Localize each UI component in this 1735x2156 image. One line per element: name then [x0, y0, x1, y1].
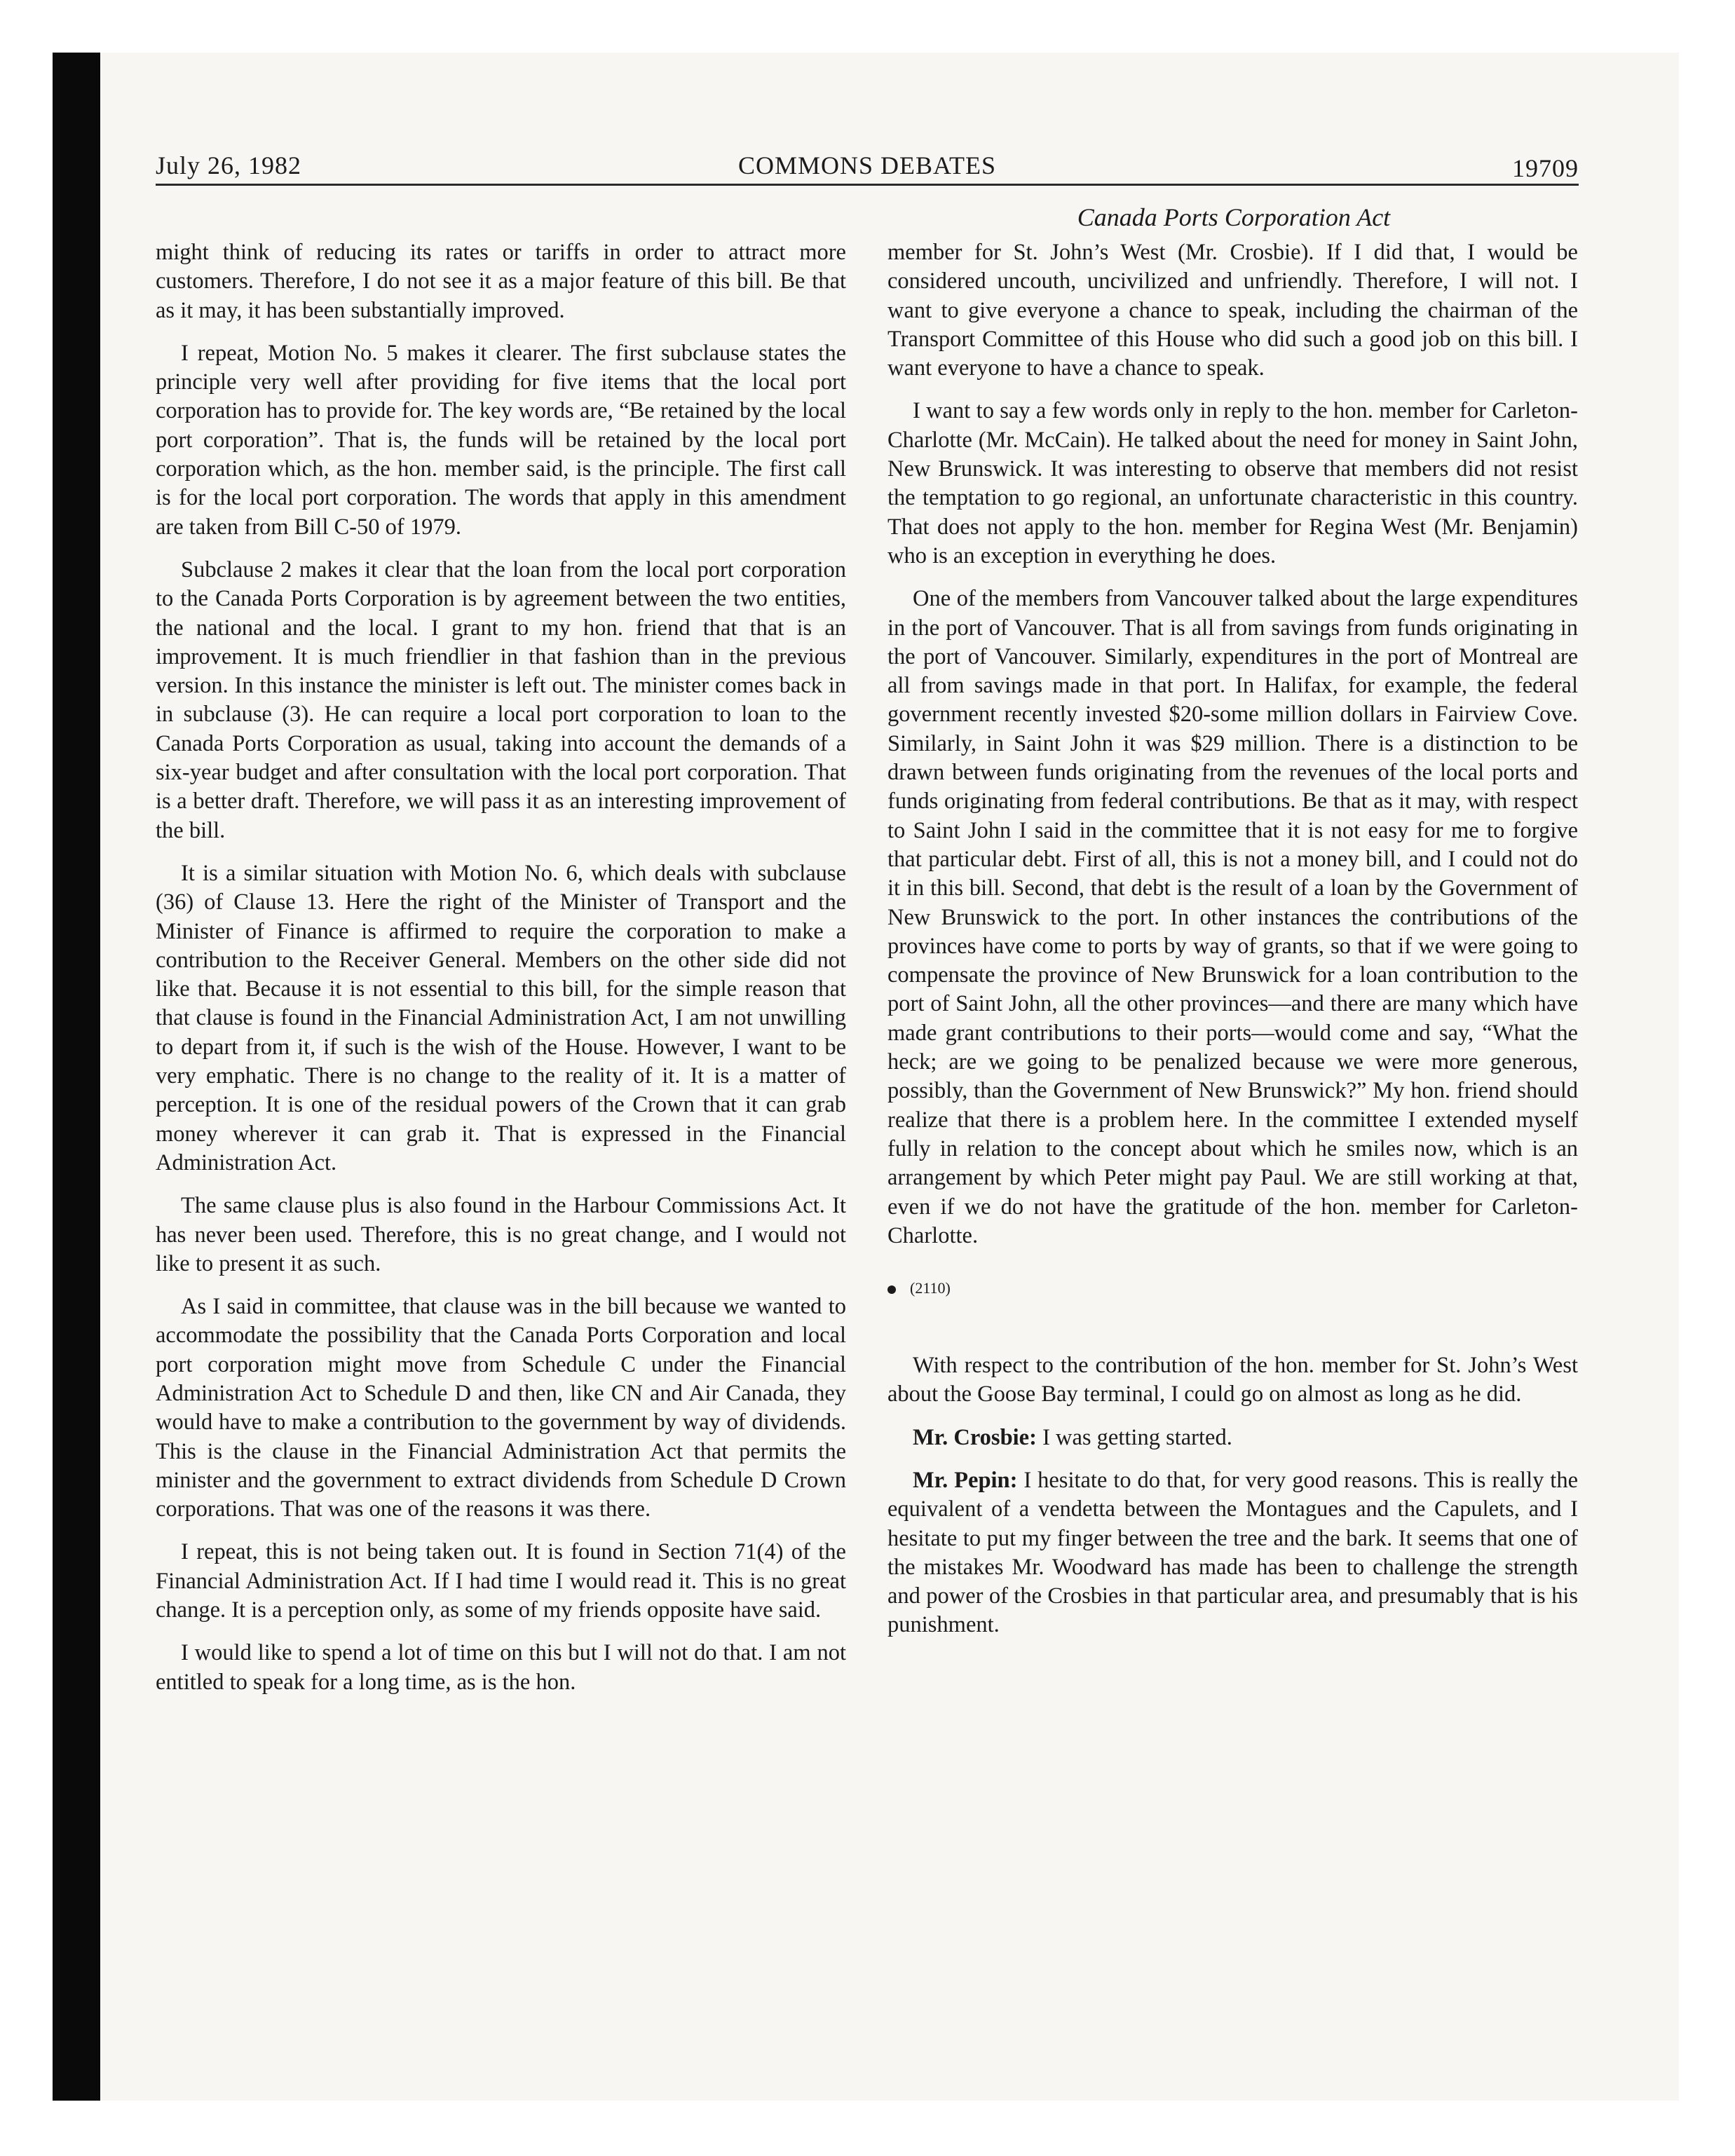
paragraph: member for St. John’s West (Mr. Crosbie). If I did that, I would be considered uncouth, uncivilized and unfriendly. Therefore, I will not. I want to give everyone a chance to speak, including the chairman of the Transport Committee of this House who did such a good job on this bill. I want everyone to have a chance to speak.: [887, 240, 1578, 381]
paragraph: I want to say a few words only in reply to the hon. member for Carleton-Charlotte (Mr. McCain). He talked about the need for money in Saint John, New Brunswick. It was interesting to observe that members did not resist the temptation to go regional, an unfortunate characteristic in this country. That does not apply to the hon. member for Regina West (Mr. Benjamin) who is an exception in everything he does.: [887, 398, 1578, 568]
header-rule: [156, 184, 1579, 186]
header-publication: COMMONS DEBATES: [737, 151, 997, 179]
speech: [887, 1466, 1578, 1640]
speaker-name: Mr. Crosbie:: [913, 1424, 1037, 1450]
page-header: [156, 146, 1579, 185]
paragraph: I repeat, Motion No. 5 makes it clearer. The first subclause states the principle very well after providing for five items that the local port corporation has to provide for. The key words are, “Be retained by the local port corporation”. That is, the funds will be retained by the local port corporation which, as the hon. member said, is the principle. The first call is for the local port corporation. The words that apply in this amendment are taken from Bill C-50 of 1979.: [156, 340, 846, 540]
paragraph: Subclause 2 makes it clear that the loan from the local port corporation to the Canada Ports Corporation is by agreement between the two entities, the national and the local. I grant to my hon. friend that that is an improvement. It is much friendlier in that fashion than in the previous version. In this instance the minister is left out. The minister comes back in in subclause (3). He can require a local port corporation to loan to the Canada Ports Corporation as usual, taking into account the demands of a six-year budget and after consultation with the local port corporation. That is a better draft. Therefore, we will pass it as an interesting improvement of the bill.: [156, 557, 846, 843]
paragraph: I would like to spend a lot of time on this but I will not do that. I am not entitled to speak for a long time, as is the hon.: [156, 1640, 846, 1695]
speaker-name: Mr. Pepin:: [913, 1467, 1018, 1493]
paragraph: might think of reducing its rates or tariffs in order to attract more customers. Therefore, I do not see it as a major feature of this bill. Be that as it may, it has been substantially improved.: [156, 240, 846, 323]
timestamp-text: (2110): [910, 1279, 951, 1297]
paragraph: One of the members from Vancouver talked about the large expenditures in the port of Vancouver. That is all from savings from funds originating in the port of Vancouver. Similarly, expenditures in the port of Montreal are all from savings made in that port. In Halifax, for example, the federal government recently invested $20-some million dollars in Fairview Cove. Similarly, in Saint John it was $29 million. There is a distinction to be drawn between funds originating from the revenues of the local ports and funds originating from federal contributions. Be that as it may, with respect to Saint John I said in the committee that it is not easy for me to forgive that particular debt. First of all, this is not a money bill, and I could not do it in this bill. Second, that debt is the result of a loan by the Government of New Brunswick to the port. In other instances the contributions of the provinces have come to ports by way of grants, so that if we were going to compensate the province of New Brunswick for a loan contribution to the port of Saint John, all the other provinces—and there are many which have made grant contributions to their ports—would come and say, “What the heck; are we going to be penalized because we were more generous, possibly, than the Government of New Brunswick?” My hon. friend should realize that there is a problem here. In the committee I extended myself fully in relation to the concept about which he smiles now, which is an arrangement by which Peter might pay Paul. We are still working at that, even if we do not have the gratitude of the hon. member for Carleton-Charlotte.: [887, 586, 1578, 1248]
bullet-icon: [887, 1285, 896, 1294]
paragraph: I repeat, this is not being taken out. It is found in Section 71(4) of the Financial Administration Act. If I had time I would read it. This is no great change. It is a perception only, as some of my friends opposite have said.: [156, 1539, 846, 1623]
running-head: Canada Ports Corporation Act: [1077, 203, 1391, 231]
left-column: [156, 238, 846, 1711]
speech-text: I was getting started.: [1036, 1424, 1232, 1450]
right-column: [887, 238, 1578, 1654]
timestamp-marker: [887, 1274, 1578, 1302]
paragraph: With respect to the contribution of the hon. member for St. John’s West about the Goose Bay terminal, I could go on almost as long as he did.: [887, 1353, 1578, 1407]
header-page-number: 19709: [1512, 154, 1579, 182]
speech-text: I hesitate to do that, for very good reasons. This is really the equivalent of a vendetta between the Montagues and the Capulets, and I hesitate to put my finger between the tree and the bark. It seems that one of the mistakes Mr. Woodward has made has been to challenge the strength and power of the Crosbies in that particular area, and presumably that is his punishment.: [887, 1467, 1578, 1638]
paragraph: As I said in committee, that clause was in the bill because we wanted to accommodate the possibility that the Canada Ports Corporation and local port corporation might move from Schedule C under the Financial Administration Act to Schedule D and then, like CN and Air Canada, they would have to make a contribution to the government by way of dividends. This is the clause in the Financial Administration Act that permits the minister and the government to extract dividends from Schedule D Crown corporations. That was one of the reasons it was there.: [156, 1294, 846, 1522]
paragraph: The same clause plus is also found in the Harbour Commissions Act. It has never been used. Therefore, this is no great change, and I would not like to present it as such.: [156, 1193, 846, 1276]
paragraph: It is a similar situation with Motion No. 6, which deals with subclause (36) of Clause 13. Here the right of the Minister of Transport and the Minister of Finance is affirmed to require the corporation to make a contribution to the Receiver General. Members on the other side did not like that. Because it is not essential to this bill, for the simple reason that that clause is found in the Financial Administration Act, I am not unwilling to depart from it, if such is the wish of the House. However, I want to be very emphatic. There is no change to the reality of it. It is a matter of perception. It is one of the residual powers of the Crown that it can grab money wherever it can grab it. That is expressed in the Financial Administration Act.: [156, 860, 846, 1175]
speech: [887, 1424, 1578, 1452]
scan-border: [53, 53, 100, 2101]
header-date: July 26, 1982: [156, 151, 302, 179]
